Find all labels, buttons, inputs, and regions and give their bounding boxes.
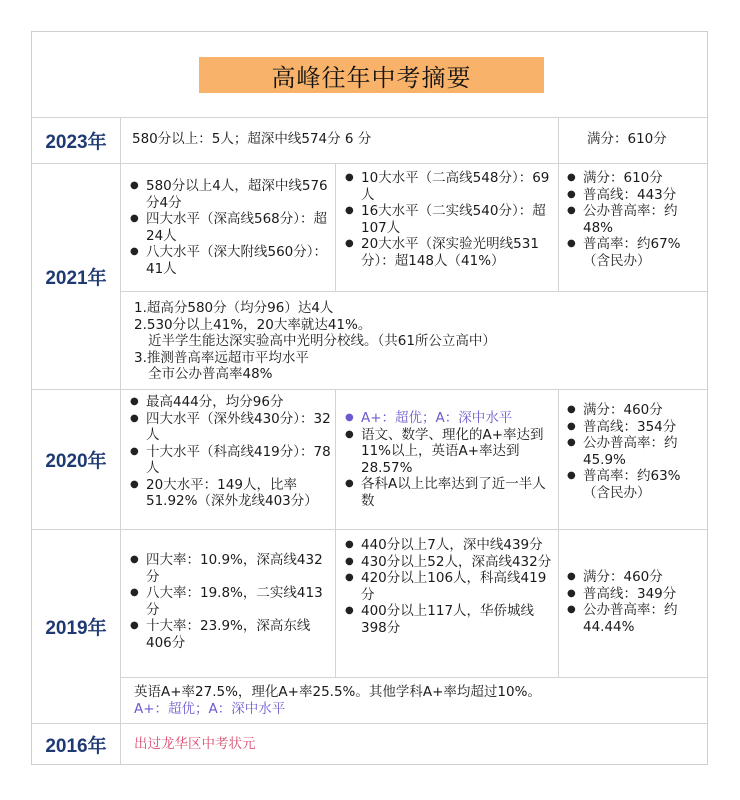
column-divider	[120, 117, 121, 765]
list-item: ● 20大水平：149人，比率51.92%（深外龙线403分）	[126, 477, 331, 510]
list-item: ● 满分：460分	[563, 569, 706, 586]
row-divider	[32, 117, 707, 118]
year-2020: 2020年	[45, 450, 107, 472]
list-item: ● 最高444分，均分96分	[126, 394, 331, 411]
list-item: ● 420分以上106人，科高线419分	[341, 570, 553, 603]
list-item: ● 满分：610分	[563, 170, 706, 187]
column-divider	[558, 389, 559, 677]
list-item: ● 公办普高率：约44.44%	[563, 602, 706, 635]
col2-2019	[341, 537, 553, 636]
grade-legend: ● A+：超优；A：深中水平	[341, 410, 553, 427]
column-divider	[335, 389, 336, 677]
year-2019: 2019年	[45, 617, 107, 639]
row-divider	[32, 389, 707, 390]
row-divider	[120, 291, 707, 292]
note-line: 英语A+率27.5%，理化A+率25.5%。其他学科A+率均超过10%。	[134, 684, 541, 700]
list-item: ● 普高线：354分	[563, 419, 706, 436]
list-item: ● 十大率：23.9%，深高东线406分	[126, 618, 331, 651]
list-item: ● 普高率：约67%（含民办）	[563, 236, 706, 269]
notes-2021	[134, 300, 702, 383]
list-item: ● 满分：460分	[563, 402, 706, 419]
col3-2021	[563, 170, 706, 269]
list-item: ● 各科A以上比率达到了近一半人数	[341, 476, 553, 509]
note-line: 1.超高分580分（均分96）达4人	[134, 300, 334, 316]
list-item: ● 八大水平（深大附线560分）：41人	[126, 244, 331, 277]
list-item: ● 440分以上7人，深中线439分	[341, 537, 553, 554]
note-line: 3.推测普高率远超市平均水平	[134, 349, 309, 366]
list-item: ● 公办普高率：约45.9%	[563, 435, 706, 468]
col2-2020	[341, 410, 553, 509]
summary-table	[31, 31, 708, 765]
note-2016: 出过龙华区中考状元	[134, 736, 256, 752]
column-divider	[558, 163, 559, 291]
col3-2020	[563, 402, 706, 501]
full-score-2023: 满分：610分	[587, 131, 667, 147]
col3-2019	[563, 569, 706, 635]
list-item: ● 普高线：443分	[563, 187, 706, 204]
note-line: 全市公办普高率48%	[148, 366, 273, 382]
summary-2023: 580分以上：5人；超深中线574分 6 分	[132, 131, 372, 147]
year-2023: 2023年	[45, 131, 107, 153]
column-divider	[335, 163, 336, 291]
list-item: ● 四大水平（深外线430分）：32人	[126, 411, 331, 444]
row-divider	[32, 723, 707, 724]
col1-2019	[126, 552, 331, 651]
col1-2020	[126, 394, 331, 510]
grade-legend: A+：超优；A：深中水平	[134, 700, 286, 717]
list-item: ● 十大水平（科高线419分）：78人	[126, 444, 331, 477]
notes-2019	[134, 684, 702, 717]
list-item: ● 20大水平（深实验光明线531分）：超148人（41%）	[341, 236, 553, 269]
col2-2021	[341, 170, 553, 269]
year-2016: 2016年	[45, 735, 107, 757]
list-item: ● 语文、数学、理化的A+率达到11%以上，英语A+率达到28.57%	[341, 427, 553, 477]
list-item: ● 四大水平（深高线568分）：超24人	[126, 211, 331, 244]
list-item: ● 580分以上4人，超深中线576分4分	[126, 178, 331, 211]
row-divider	[32, 529, 707, 530]
note-line: 2.530分以上41%，20大率就达41%。	[134, 316, 372, 333]
page-title: 高峰往年中考摘要	[199, 57, 544, 93]
list-item: ● 400分以上117人，华侨城线398分	[341, 603, 553, 636]
list-item: ● 10大水平（二高线548分）：69人	[341, 170, 553, 203]
year-2021: 2021年	[45, 267, 107, 289]
list-item: ● 八大率：19.8%，二实线413分	[126, 585, 331, 618]
note-line: 近半学生能达深实验高中光明分校线。（共61所公立高中）	[148, 333, 496, 349]
list-item: ● 430分以上52人，深高线432分	[341, 554, 553, 571]
row-divider	[32, 163, 707, 164]
column-divider	[558, 117, 559, 163]
list-item: ● 16大水平（二实线540分）：超107人	[341, 203, 553, 236]
list-item: ● 普高率：约63%（含民办）	[563, 468, 706, 501]
col1-2021	[126, 178, 331, 277]
list-item: ● 公办普高率：约48%	[563, 203, 706, 236]
list-item: ● 普高线：349分	[563, 586, 706, 603]
list-item: ● 四大率：10.9%，深高线432分	[126, 552, 331, 585]
row-divider	[120, 677, 707, 678]
